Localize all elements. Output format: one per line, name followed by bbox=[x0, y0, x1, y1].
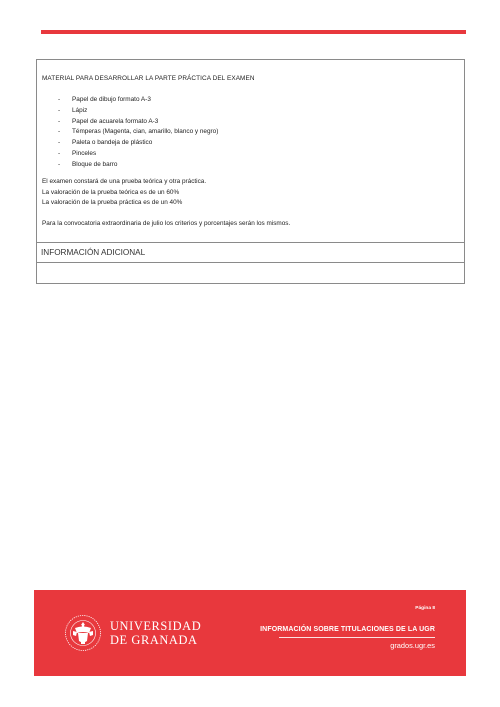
footer-banner bbox=[34, 590, 466, 676]
list-item: - Pinceles bbox=[58, 149, 97, 157]
material-heading: MATERIAL PARA DESARROLLAR LA PARTE PRÁCTICA DEL EXAMEN bbox=[42, 75, 255, 82]
practice-weight: La valoración de la prueba práctica es de un 40% bbox=[42, 199, 183, 206]
additional-info-title: INFORMACIÓN ADICIONAL bbox=[41, 248, 146, 257]
exam-description: El examen constará de una prueba teórica y otra práctica. bbox=[42, 178, 207, 185]
header-rule bbox=[41, 30, 466, 34]
footer-divider bbox=[279, 637, 435, 638]
university-seal-icon bbox=[64, 612, 102, 654]
material-section bbox=[37, 60, 464, 243]
page-number: Página 8 bbox=[415, 606, 435, 611]
list-item: - Papel de dibujo formato A-3 bbox=[58, 96, 151, 103]
list-item: - Bloque de barro bbox=[58, 160, 118, 168]
list-item: - Lápiz bbox=[58, 106, 88, 114]
titulaciones-heading: INFORMACIÓN SOBRE TITULACIONES DE LA UGR bbox=[260, 626, 435, 633]
theory-weight: La valoración de la prueba teórica es de un 60% bbox=[42, 189, 180, 196]
extraordinary-note: Para la convocatoria extraordinaria de julio los criterios y porcentajes serán los mismos. bbox=[42, 220, 291, 227]
additional-info-header bbox=[37, 243, 464, 263]
list-item: - Papel de acuarela formato A-3 bbox=[58, 117, 159, 125]
university-name: UNIVERSIDAD DE GRANADA bbox=[110, 619, 202, 647]
exam-info-table bbox=[36, 59, 465, 284]
list-item: - Paleta o bandeja de plástico bbox=[58, 139, 153, 147]
list-item: - Témperas (Magenta, cian, amarillo, blanco y negro) bbox=[58, 128, 219, 136]
site-link[interactable]: grados.ugr.es bbox=[390, 641, 435, 650]
material-list bbox=[58, 96, 218, 172]
